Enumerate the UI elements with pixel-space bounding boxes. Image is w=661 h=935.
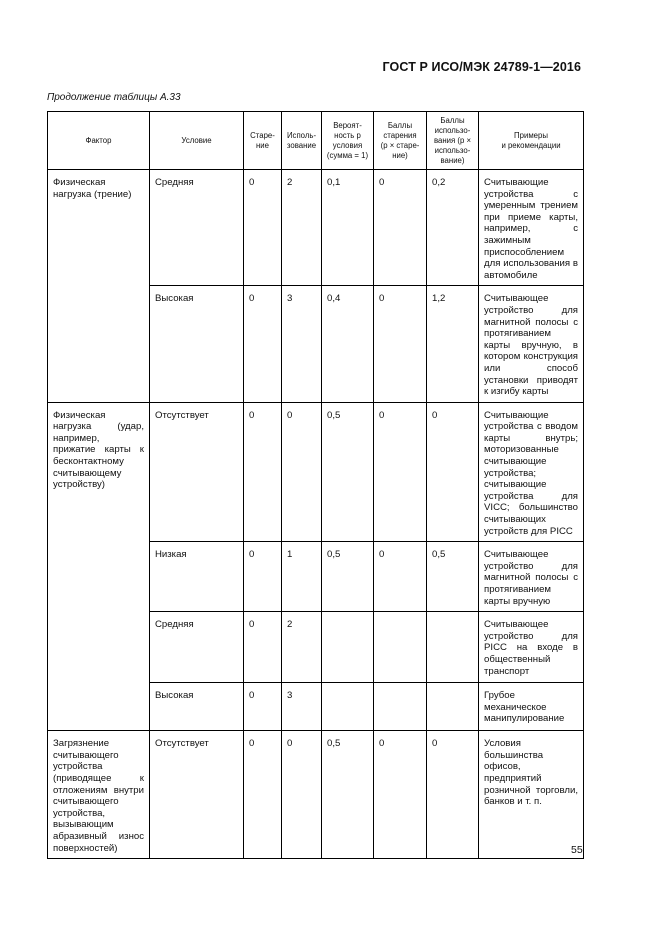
aging-cell: 0: [244, 683, 282, 731]
usage-cell: 0: [282, 402, 322, 542]
probability-cell: [322, 683, 374, 731]
standard-designation: ГОСТ Р ИСО/МЭК 24789-1—2016: [382, 60, 581, 74]
aging-cell: 0: [244, 612, 282, 683]
probability-cell: [322, 612, 374, 683]
aging-score-cell: [374, 612, 427, 683]
examples-cell: Считывающие устройства с умеренным трением при приеме карты, например, с зажимным приспособлением для использования в автомобиле: [479, 170, 584, 286]
header-condition: Условие: [150, 112, 244, 170]
aging-score-cell: 0: [374, 402, 427, 542]
usage-cell: 3: [282, 683, 322, 731]
table-row: [48, 402, 584, 542]
usage-cell: 2: [282, 612, 322, 683]
usage-score-cell: 0,2: [427, 170, 479, 286]
header-examples: Примеры и рекомендации: [479, 112, 584, 170]
usage-score-cell: 0,5: [427, 542, 479, 612]
usage-cell: 0: [282, 731, 322, 859]
examples-cell: Считывающие устройства с вводом карты внутрь; моторизованные считывающие устройства; считывающие устройства для VICC; большинство считывающих устройств для PICC: [479, 402, 584, 542]
condition-cell: Высокая: [150, 286, 244, 402]
header-aging: Старе- ние: [244, 112, 282, 170]
usage-cell: 2: [282, 170, 322, 286]
examples-cell: Условия большинства офисов, предприятий розничной торговли, банков и т. п.: [479, 731, 584, 859]
table-caption: Продолжение таблицы А.33: [47, 92, 181, 103]
factor-cell: Загрязнение считывающего устройства (приводящее к отложениям внутри считывающего устройства, вызывающим абразивный износ поверхностей): [48, 731, 150, 859]
condition-cell: Отсутствует: [150, 402, 244, 542]
header-usage: Исполь- зование: [282, 112, 322, 170]
usage-score-cell: 0: [427, 402, 479, 542]
examples-cell: Считывающее устройство для магнитной полосы с протягиванием карты вручную, в котором конструкция или способ установки приводят к изгибу карты: [479, 286, 584, 402]
aging-cell: 0: [244, 286, 282, 402]
aging-cell: 0: [244, 402, 282, 542]
condition-cell: Средняя: [150, 170, 244, 286]
condition-cell: Низкая: [150, 542, 244, 612]
aging-score-cell: 0: [374, 170, 427, 286]
aging-cell: 0: [244, 731, 282, 859]
probability-cell: 0,4: [322, 286, 374, 402]
factor-cell: Физическая нагрузка (удар, например, прижатие карты к бесконтактному считывающему устройству): [48, 402, 150, 731]
header-factor: Фактор: [48, 112, 150, 170]
usage-cell: 1: [282, 542, 322, 612]
table-row: [48, 170, 584, 286]
usage-score-cell: 1,2: [427, 286, 479, 402]
usage-cell: 3: [282, 286, 322, 402]
aging-cell: 0: [244, 170, 282, 286]
condition-cell: Средняя: [150, 612, 244, 683]
usage-score-cell: [427, 683, 479, 731]
specification-table: [47, 111, 584, 859]
aging-cell: 0: [244, 542, 282, 612]
aging-score-cell: 0: [374, 542, 427, 612]
probability-cell: 0,5: [322, 402, 374, 542]
probability-cell: 0,5: [322, 731, 374, 859]
probability-cell: 0,1: [322, 170, 374, 286]
factor-cell: Физическая нагрузка (трение): [48, 170, 150, 403]
table-row: [48, 731, 584, 859]
header-usage-score: Баллы использо- вания (p × использо- вание): [427, 112, 479, 170]
examples-cell: Считывающее устройство для магнитной полосы с протягиванием карты вручную: [479, 542, 584, 612]
header-probability: Вероят- ность p условия (сумма = 1): [322, 112, 374, 170]
header-aging-score: Баллы старения (p × старе- ние): [374, 112, 427, 170]
condition-cell: Высокая: [150, 683, 244, 731]
page-number: 55: [571, 844, 583, 856]
usage-score-cell: [427, 612, 479, 683]
condition-cell: Отсутствует: [150, 731, 244, 859]
aging-score-cell: 0: [374, 731, 427, 859]
probability-cell: 0,5: [322, 542, 374, 612]
examples-cell: Считывающее устройство для PICC на входе в общественный транспорт: [479, 612, 584, 683]
aging-score-cell: 0: [374, 286, 427, 402]
aging-score-cell: [374, 683, 427, 731]
usage-score-cell: 0: [427, 731, 479, 859]
table-header-row: [48, 112, 584, 170]
examples-cell: Грубое механическое манипулирование: [479, 683, 584, 731]
